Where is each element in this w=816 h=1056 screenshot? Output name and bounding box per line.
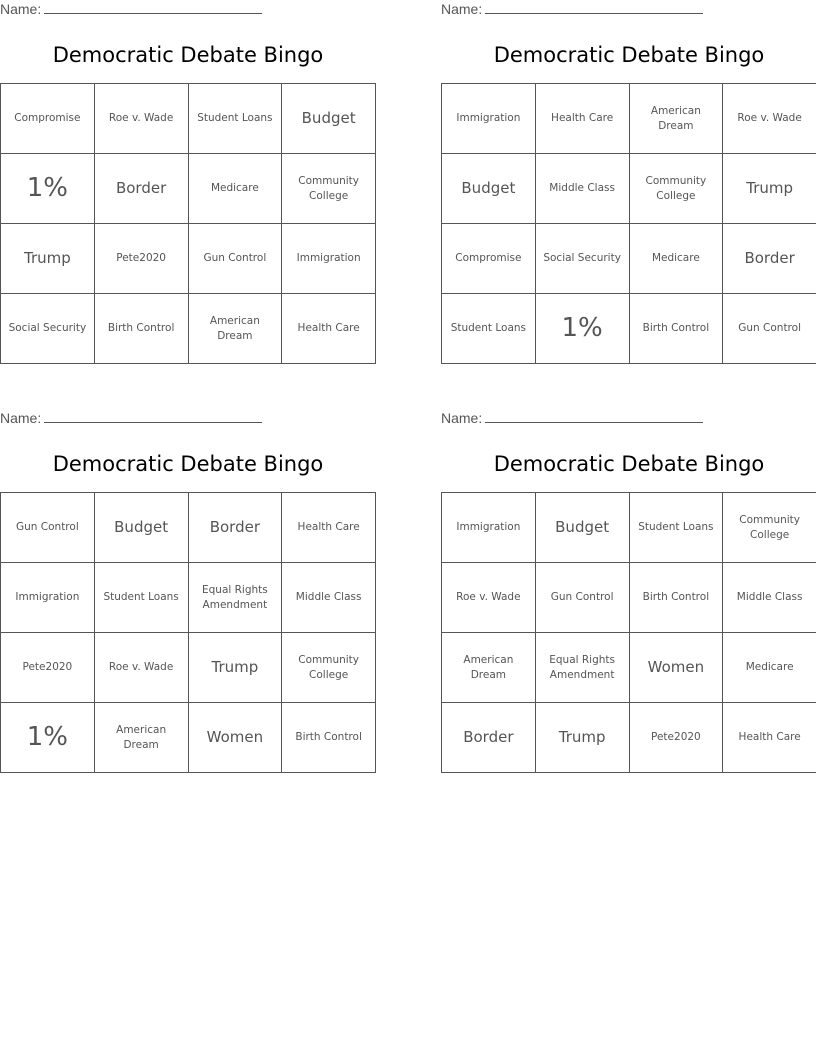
- bingo-cell: Gun Control: [189, 224, 283, 294]
- name-label: Name:: [441, 410, 483, 426]
- bingo-cell: Budget: [282, 84, 376, 154]
- bingo-cell: American Dream: [442, 633, 536, 703]
- name-field: [441, 410, 816, 428]
- bingo-cell: Birth Control: [630, 563, 724, 633]
- bingo-cell: Immigration: [1, 563, 95, 633]
- bingo-cell: Budget: [442, 154, 536, 224]
- bingo-cell: Compromise: [442, 224, 536, 294]
- bingo-cell: Border: [189, 493, 283, 563]
- bingo-cell: Birth Control: [95, 294, 189, 364]
- bingo-cell: Equal Rights Amendment: [189, 563, 283, 633]
- bingo-cell: Gun Control: [723, 294, 816, 364]
- bingo-cell: Middle Class: [536, 154, 630, 224]
- bingo-cell: Birth Control: [282, 703, 376, 773]
- bingo-cell: Social Security: [536, 224, 630, 294]
- bingo-cell: Community College: [630, 154, 724, 224]
- bingo-cell: Student Loans: [189, 84, 283, 154]
- bingo-cell: Community College: [282, 633, 376, 703]
- bingo-cell: Birth Control: [630, 294, 724, 364]
- bingo-cell: Health Care: [282, 493, 376, 563]
- bingo-cell: 1%: [536, 294, 630, 364]
- bingo-grid: [441, 83, 816, 364]
- name-label: Name:: [0, 410, 42, 426]
- name-field: [0, 1, 376, 19]
- bingo-grid: [0, 83, 376, 364]
- bingo-cell: Social Security: [1, 294, 95, 364]
- bingo-cell: Border: [95, 154, 189, 224]
- name-rule: [44, 1, 262, 14]
- bingo-cell: American Dream: [630, 84, 724, 154]
- bingo-cell: Women: [189, 703, 283, 773]
- bingo-cell: Trump: [723, 154, 816, 224]
- name-rule: [44, 410, 262, 423]
- bingo-cell: Roe v. Wade: [95, 84, 189, 154]
- name-label: Name:: [441, 1, 483, 17]
- bingo-cell: Health Care: [723, 703, 816, 773]
- name-rule: [485, 410, 703, 423]
- bingo-cell: Student Loans: [630, 493, 724, 563]
- bingo-cell: American Dream: [95, 703, 189, 773]
- bingo-cell: Roe v. Wade: [723, 84, 816, 154]
- bingo-cell: Pete2020: [95, 224, 189, 294]
- bingo-cell: Trump: [189, 633, 283, 703]
- bingo-cell: Border: [442, 703, 536, 773]
- card-title: Democratic Debate Bingo: [493, 43, 765, 67]
- bingo-cell: Middle Class: [282, 563, 376, 633]
- bingo-cell: 1%: [1, 703, 95, 773]
- bingo-cell: Medicare: [630, 224, 724, 294]
- name-field: [0, 410, 376, 428]
- bingo-grid: [441, 492, 816, 773]
- bingo-cell: Immigration: [282, 224, 376, 294]
- card-title: Democratic Debate Bingo: [52, 43, 324, 67]
- bingo-cell: Middle Class: [723, 563, 816, 633]
- bingo-cell: Gun Control: [1, 493, 95, 563]
- bingo-cell: Medicare: [723, 633, 816, 703]
- bingo-cell: Immigration: [442, 493, 536, 563]
- name-rule: [485, 1, 703, 14]
- bingo-cell: Immigration: [442, 84, 536, 154]
- bingo-cell: Equal Rights Amendment: [536, 633, 630, 703]
- bingo-cell: Health Care: [536, 84, 630, 154]
- bingo-cell: Trump: [536, 703, 630, 773]
- bingo-cell: Gun Control: [536, 563, 630, 633]
- bingo-cell: Roe v. Wade: [442, 563, 536, 633]
- bingo-grid: [0, 492, 376, 773]
- bingo-cell: Budget: [95, 493, 189, 563]
- bingo-cell: 1%: [1, 154, 95, 224]
- bingo-cell: Budget: [536, 493, 630, 563]
- bingo-cell: Border: [723, 224, 816, 294]
- bingo-cell: Pete2020: [1, 633, 95, 703]
- card-title: Democratic Debate Bingo: [52, 452, 324, 476]
- bingo-cell: Community College: [723, 493, 816, 563]
- bingo-cell: Student Loans: [442, 294, 536, 364]
- name-label: Name:: [0, 1, 42, 17]
- bingo-cell: Community College: [282, 154, 376, 224]
- bingo-cell: Women: [630, 633, 724, 703]
- name-field: [441, 1, 816, 19]
- bingo-cell: Medicare: [189, 154, 283, 224]
- bingo-cell: Pete2020: [630, 703, 724, 773]
- bingo-cell: Roe v. Wade: [95, 633, 189, 703]
- bingo-cell: American Dream: [189, 294, 283, 364]
- bingo-cell: Trump: [1, 224, 95, 294]
- bingo-cell: Student Loans: [95, 563, 189, 633]
- bingo-cell: Compromise: [1, 84, 95, 154]
- card-title: Democratic Debate Bingo: [493, 452, 765, 476]
- bingo-cell: Health Care: [282, 294, 376, 364]
